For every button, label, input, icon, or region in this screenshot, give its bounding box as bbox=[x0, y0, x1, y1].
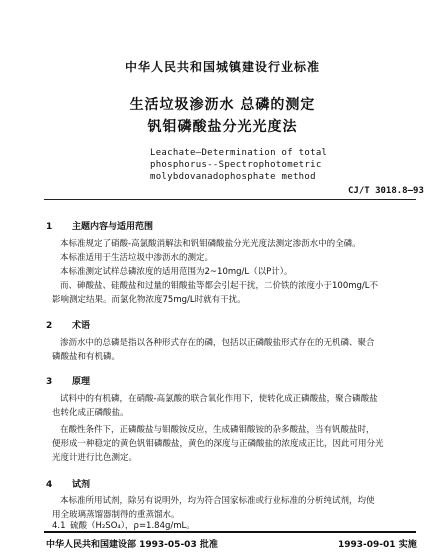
paragraph-line: 在酸性条件下，正磷酸盐与钼酸铵反应，生成磷钼酸铵的杂多酸盐，当有钒酸盐时， bbox=[60, 425, 375, 435]
section-heading bbox=[46, 374, 90, 387]
paragraph-line: 便形成一种稳定的黄色钒钼磷酸盐，黄色的深度与正磷酸盐的浓度成正比，因此可用分光 bbox=[52, 439, 384, 449]
section-number: 1 bbox=[46, 222, 53, 232]
document-title-line1: 生活垃圾渗沥水 总磷的测定 bbox=[129, 97, 316, 113]
paragraph-line: 用全玻璃蒸馏器制得的重蒸馏水。 bbox=[52, 510, 180, 520]
paragraph-line: 本标准测定试样总磷浓度的适用范围为2~10mg/L（以P计）。 bbox=[60, 267, 293, 277]
paragraph-line: 本标准适用于生活垃圾中渗沥水的测定。 bbox=[60, 253, 214, 263]
section-title: 主题内容与适用范围 bbox=[72, 222, 154, 232]
section-heading bbox=[46, 219, 153, 232]
standard-number: CJ/T 3018.8—93 bbox=[348, 186, 424, 196]
paragraph bbox=[52, 336, 412, 364]
paragraph-line: 本标准规定了硝酸-高氯酸消解法和钒钼磷酸盐分光光度法测定渗沥水中的全磷。 bbox=[60, 239, 361, 249]
section-heading bbox=[46, 477, 90, 490]
section-title: 试剂 bbox=[72, 480, 91, 490]
english-title-line2: phosphorus--Spectrophotometric bbox=[150, 160, 322, 170]
section-number: 2 bbox=[46, 321, 53, 331]
paragraph bbox=[52, 279, 412, 307]
issuing-organization: 中华人民共和国城镇建设行业标准 bbox=[124, 60, 320, 74]
subitem bbox=[52, 519, 195, 531]
effective-date: 1993-09-01 实施 bbox=[338, 540, 417, 550]
paragraph-line: 渗沥水中的总磷是指以各种形式存在的磷，包括以正磷酸盐形式存在的无机磷、聚合 bbox=[60, 338, 375, 348]
paragraph bbox=[60, 237, 412, 251]
paragraph-line: 也转化成正磷酸盐。 bbox=[52, 408, 129, 418]
paragraph bbox=[52, 423, 412, 465]
paragraph bbox=[60, 265, 412, 279]
footer-divider bbox=[44, 531, 416, 533]
section-number: 3 bbox=[46, 377, 53, 387]
section-number: 4 bbox=[46, 480, 53, 490]
paragraph-line: 影响测定结果。而氯化物浓度75mg/L时就有干扰。 bbox=[52, 295, 246, 305]
paragraph bbox=[60, 251, 412, 265]
approval-statement: 中华人民共和国建设部 1993-05-03 批准 bbox=[46, 540, 218, 550]
paragraph-line: 试料中的有机磷，在硝酸-高氯酸的联合氧化作用下，使转化成正磷酸盐，聚合磷酸盐 bbox=[60, 394, 378, 404]
paragraph-line: 光度计进行比色测定。 bbox=[52, 453, 138, 463]
paragraph-line: 本标准所用试剂，除另有说明外，均为符合国家标准或行业标准的分析纯试剂，均使 bbox=[60, 496, 375, 506]
section-title: 原理 bbox=[72, 377, 91, 387]
english-title-line3: molybdovanadophosphate method bbox=[150, 172, 316, 182]
header-divider bbox=[44, 199, 416, 200]
section-heading bbox=[46, 318, 90, 331]
paragraph bbox=[52, 392, 412, 420]
subitem-number: 4.1 bbox=[52, 521, 66, 531]
paragraph bbox=[52, 494, 412, 522]
paragraph-line: 磷酸盐和有机磷。 bbox=[52, 352, 121, 362]
english-title-line1: Leachate—Determination of total bbox=[150, 148, 328, 158]
subitem-text: 硫酸（H₂SO₄），ρ=1.84g/mL。 bbox=[70, 521, 195, 531]
document-title-line2: 钒钼磷酸盐分光光度法 bbox=[147, 119, 298, 135]
section-title: 术语 bbox=[72, 321, 91, 331]
paragraph-line: 而、砷酸盐、硅酸盐和过量的钼酸盐等都会引起干扰，二价铁的浓度小于100mg/L不 bbox=[60, 281, 379, 291]
